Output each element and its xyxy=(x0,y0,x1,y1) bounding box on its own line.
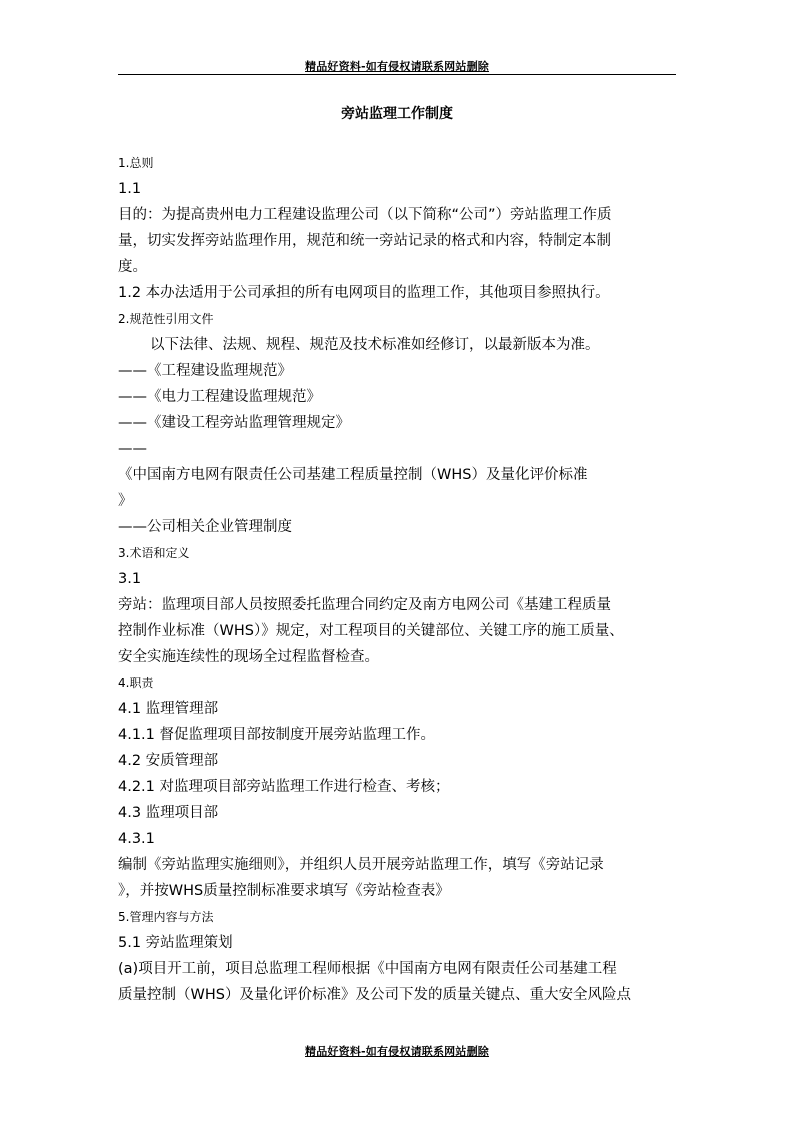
paragraph-line: 4.3.1 xyxy=(118,831,155,847)
paragraph-line: (a)项目开工前，项目总监理工程师根据《中国南方电网有限责任公司基建工程 xyxy=(118,961,617,977)
paragraph-line: 4.1.1 督促监理项目部按制度开展旁站监理工作。 xyxy=(118,727,436,743)
paragraph-line: 量，切实发挥旁站监理作用，规范和统一旁站记录的格式和内容，特制定本制 xyxy=(118,233,611,249)
reference-item: ——公司相关企业管理制度 xyxy=(118,519,292,535)
reference-item: ——《建设工程旁站监理管理规定》 xyxy=(118,415,350,431)
paragraph-line: 目的：为提高贵州电力工程建设监理公司（以下简称“公司”）旁站监理工作质 xyxy=(118,207,612,223)
paragraph-line: 》，并按WHS质量控制标准要求填写《旁站检查表》 xyxy=(118,883,450,899)
reference-item: ——《电力工程建设监理规范》 xyxy=(118,389,321,405)
paragraph-line: 1.1 xyxy=(118,181,142,197)
paragraph-line: 3.1 xyxy=(118,571,142,587)
section-heading: 5.管理内容与方法 xyxy=(118,910,214,924)
paragraph-line: 以下法律、法规、规程、规范及技术标准如经修订，以最新版本为准。 xyxy=(150,337,600,353)
document-body xyxy=(118,150,678,1008)
page-header: 精品好资料-如有侵权请联系网站删除 xyxy=(305,60,489,73)
paragraph-line: 旁站：监理项目部人员按照委托监理合同约定及南方电网公司《基建工程质量 xyxy=(118,597,611,613)
paragraph-line: 控制作业标准（WHS）》规定，对工程项目的关键部位、关键工序的施工质量、 xyxy=(118,623,624,639)
paragraph-line: 编制《旁站监理实施细则》，并组织人员开展旁站监理工作，填写《旁站记录 xyxy=(118,857,604,873)
section-heading: 3.术语和定义 xyxy=(118,546,190,560)
paragraph-line: 4.2.1 对监理项目部旁站监理工作进行检查、考核； xyxy=(118,779,450,795)
reference-item: 《中国南方电网有限责任公司基建工程质量控制（WHS）及量化评价标准 xyxy=(118,467,588,483)
paragraph-line: 质量控制（WHS）及量化评价标准》及公司下发的质量关键点、重大安全风险点 xyxy=(118,987,631,1003)
section-heading: 4.职责 xyxy=(118,676,154,690)
paragraph-line: 度。 xyxy=(118,259,147,275)
reference-item: —— xyxy=(118,441,147,457)
header-divider xyxy=(118,74,676,75)
paragraph-line: 5.1 旁站监理策划 xyxy=(118,935,233,951)
reference-item: ——《工程建设监理规范》 xyxy=(118,363,292,379)
reference-item: 》 xyxy=(118,493,133,509)
section-heading: 1.总则 xyxy=(118,156,154,170)
paragraph-line: 4.1 监理管理部 xyxy=(118,701,219,717)
section-heading: 2.规范性引用文件 xyxy=(118,312,214,326)
paragraph-line: 1.2 本办法适用于公司承担的所有电网项目的监理工作，其他项目参照执行。 xyxy=(118,285,610,301)
document-title: 旁站监理工作制度 xyxy=(341,106,453,122)
paragraph-line: 4.3 监理项目部 xyxy=(118,805,219,821)
paragraph-line: 4.2 安质管理部 xyxy=(118,753,219,769)
page-footer: 精品好资料-如有侵权请联系网站删除 xyxy=(305,1045,489,1058)
paragraph-line: 安全实施连续性的现场全过程监督检查。 xyxy=(118,649,379,665)
